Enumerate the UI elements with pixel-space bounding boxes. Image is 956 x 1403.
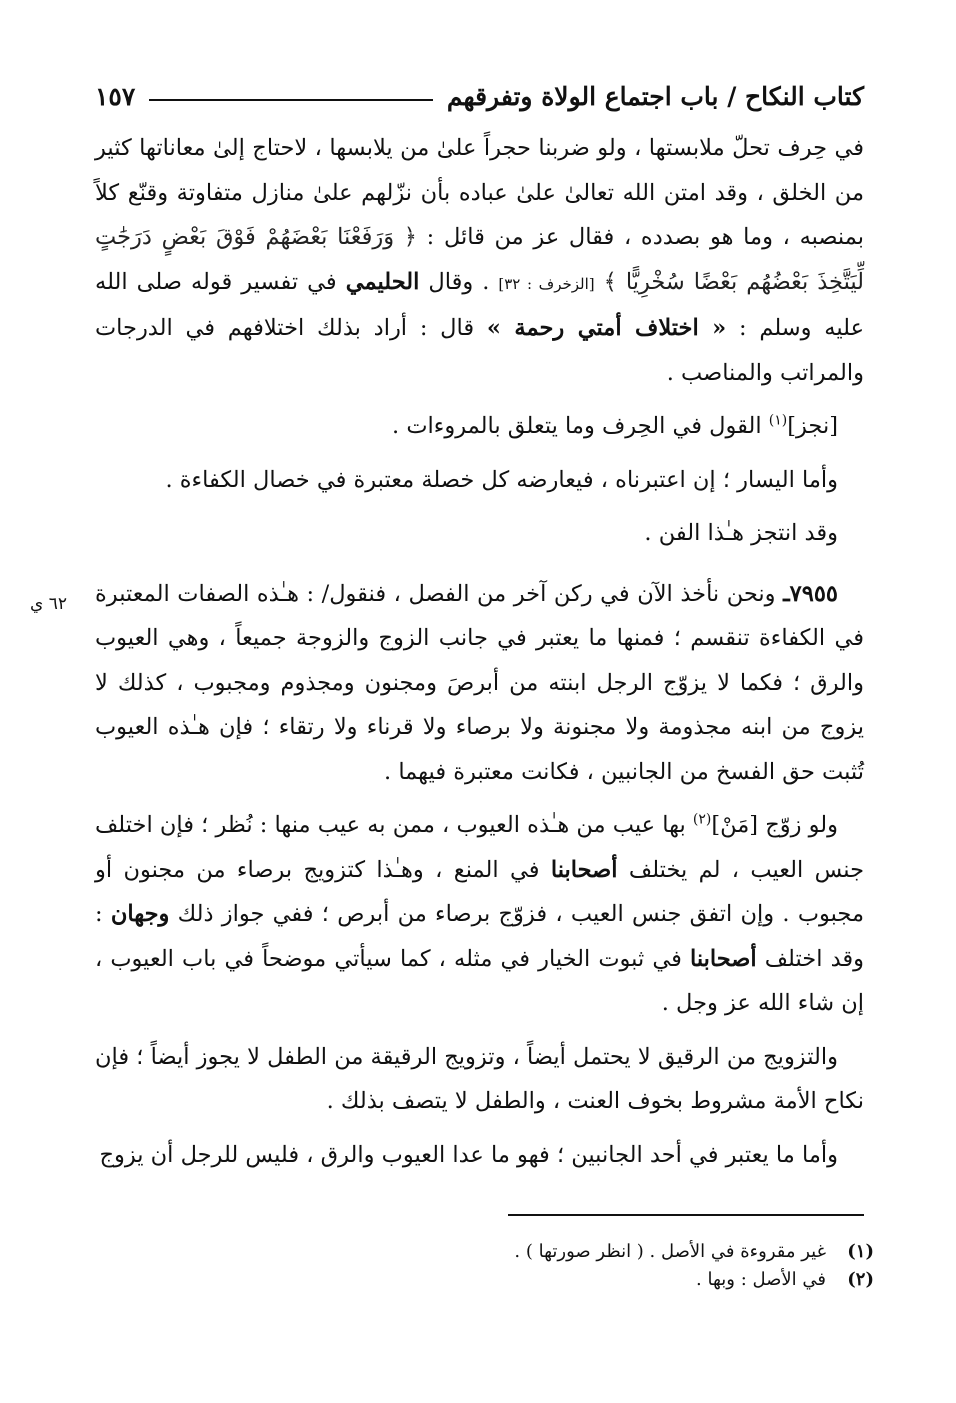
p2-text-b: القول في الحِرف وما يتعلق بالمروءات .	[392, 413, 762, 439]
ashab-term-1: أصحابنا	[550, 856, 618, 883]
p6-text-e: في ثبوت الخيار في مثله ، كما سيأتي موضحاً في باب العيوب ، إن شاء الله عز وجل .	[95, 945, 864, 1016]
paragraph-1	[95, 126, 864, 395]
wajhan-term: وجهان	[110, 901, 170, 927]
p1-text-b: . وقال	[428, 268, 490, 295]
paragraph-8: وأما ما يعتبر في أحد الجانبين ؛ فهو ما عدا العيوب والرق ، فليس للرجل أن يزوج	[99, 1141, 838, 1168]
issue-number: ٧٩٥٥ـ	[783, 580, 839, 607]
footnote-ref-2[interactable]: (٢)	[692, 811, 712, 828]
footnote-ref-1[interactable]: (١)	[768, 412, 788, 429]
quran-verse: ﴿ وَرَفَعْنَا بَعْضَهُمْ فَوْقَ بَعْضٍ دَرَجَٰتٍ لِّيَتَّخِذَ بَعْضُهُم بَعْضًا سُخْرِيًّا ﴾	[95, 224, 865, 295]
footnote-text: غير مقروءة في الأصل . ( انظر صورتها ) .	[514, 1241, 826, 1262]
paragraph-4: وقد انتجز هـٰذا الفن .	[644, 520, 838, 546]
paragraph-5	[95, 572, 864, 795]
footnote-1	[95, 1238, 874, 1266]
p6-text-b: بها عيب من هـٰذه العيوب ، ممن به عيب منها : نُظر ؛ فإن اختلف جنس العيب ، لم يختلف	[95, 812, 865, 883]
scholar-name: الحليمي	[345, 268, 420, 295]
footnotes	[95, 1238, 874, 1294]
footnote-text: في الأصل : وبها .	[696, 1269, 826, 1290]
p1-text-d: قال : أراد بذلك اختلافهم في الدرجات والمراتب والمناصب .	[95, 315, 864, 386]
margin-note: ٦٢ ي	[30, 594, 67, 614]
footnote-number: (١)	[847, 1241, 874, 1262]
paragraph-3: وأما اليسار ؛ إن اعتبرناه ، فيعارضه كل خصلة معتبرة في خصال الكفاءة .	[165, 466, 838, 493]
p6-text-a: ولو زوّج [مَنْ]	[711, 812, 839, 838]
header-title: كتاب النكاح / باب اجتماع الولاة وتفرقهم	[446, 81, 864, 111]
p1-text-a: في حِرف تحلّ ملابستها ، ولو ضربنا حجراً علىٰ من يلابسها ، لاحتاج إلىٰ معاناتها كثير من الخلق ، وقد امتن الله تعالىٰ علىٰ عباده بأن نزّلهم علىٰ منازل متفاوتة وقنّع كلاً بمنصبه ، وما هو بصدده ، فقال عز من قائل :	[95, 135, 864, 250]
footnote-2	[95, 1266, 874, 1294]
p6-text-d: : وقد اختلف	[95, 901, 864, 972]
running-header	[95, 76, 864, 116]
header-rule	[149, 99, 433, 101]
p2-text-a: [نجز]	[787, 413, 838, 439]
quran-reference: [الزخرف : ٣٢]	[498, 274, 595, 293]
footnote-number: (٢)	[847, 1269, 874, 1290]
body-text	[95, 126, 864, 1177]
p6-text-c: في المنع ، وهـٰذا كتزويج برصاء من مجنون أو مجبوب . وإن اتفق جنس العيب ، فزوّج برصاء من أبرص ؛ ففي جواز ذلك	[95, 856, 865, 927]
p1-text-c: في تفسير قوله صلى الله عليه وسلم :	[95, 268, 864, 341]
p5-text: ونحن نأخذ الآن في ركن آخر من الفصل ، فنقول/ : هـٰذه الصفات المعتبرة في الكفاءة تنقسم ؛ فمنها ما يعتبر في جانب الزوج والزوجة جميعاً ، وهي العيوب والرق ؛ فكما لا يزوّج الرجل ابنته من أبرصَ ومجنون ومجذوم ومجبوب ، كذلك لا يزوج من ابنه مجذومة ولا مجنونة ولا برصاء ولا قرناء ولا رتقاء ؛ فإن هـٰذه العيوب تُثبت حق الفسخ من الجانبين ، فكانت معتبرة فيهما .	[95, 580, 864, 785]
ashab-term-2: أصحابنا	[689, 945, 757, 972]
paragraph-2	[95, 404, 864, 449]
page-number: ١٥٧	[95, 81, 136, 111]
paragraph-7: والتزويج من الرقيق لا يحتمل أيضاً ، وتزويج الرقيقة من الطفل لا يجوز أيضاً ؛ فإن نكاح الأمة مشروط بخوف العنت ، والطفل لا يتصف بذلك .	[95, 1043, 864, 1114]
paragraph-6	[95, 803, 864, 1026]
hadith-quote: « اختلاف أمتي رحمة »	[486, 315, 727, 341]
footnote-rule	[508, 1214, 864, 1216]
